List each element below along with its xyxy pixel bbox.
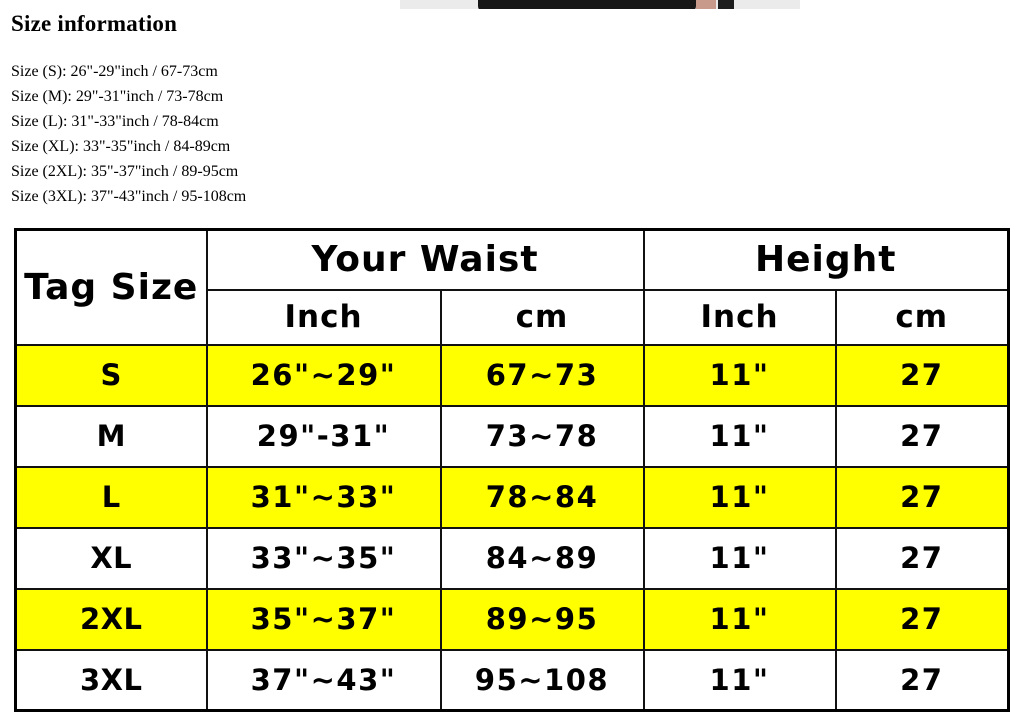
waist-cm-cell: 84~89 (441, 528, 644, 589)
col-header-waist-cm: cm (441, 290, 644, 345)
waist-cm-cell: 73~78 (441, 406, 644, 467)
pant-legs-shape (478, 0, 696, 9)
table-row-3xl (16, 650, 1009, 711)
col-header-height-inch: Inch (644, 290, 836, 345)
col-header-waist-inch: Inch (207, 290, 441, 345)
size-note-3xl: Size (3XL): 37"-43"inch / 95-108cm (11, 188, 247, 205)
tag-size-cell: 3XL (16, 650, 207, 711)
table-row-l (16, 467, 1009, 528)
height-cm-cell: 27 (836, 528, 1009, 589)
height-inch-cell: 11" (644, 406, 836, 467)
height-cm-cell: 27 (836, 589, 1009, 650)
size-note-2xl: Size (2XL): 35"-37"inch / 89-95cm (11, 163, 239, 180)
tag-size-cell: XL (16, 528, 207, 589)
waist-inch-cell: 31"~33" (207, 467, 441, 528)
height-cm-cell: 27 (836, 650, 1009, 711)
height-cm-cell: 27 (836, 345, 1009, 406)
height-inch-cell: 11" (644, 345, 836, 406)
waist-cm-cell: 67~73 (441, 345, 644, 406)
waist-inch-cell: 37"~43" (207, 650, 441, 711)
height-cm-cell: 27 (836, 467, 1009, 528)
table-row-s (16, 345, 1009, 406)
table-row-m (16, 406, 1009, 467)
size-notes (11, 59, 531, 209)
page-title: Size information (11, 11, 178, 36)
waist-cm-cell: 89~95 (441, 589, 644, 650)
table-row-2xl (16, 589, 1009, 650)
size-note-xl: Size (XL): 33"-35"inch / 84-89cm (11, 138, 231, 155)
col-header-height: Height (644, 230, 1009, 290)
col-header-tag-size: Tag Size (16, 230, 207, 345)
col-header-your-waist: Your Waist (207, 230, 644, 290)
waist-inch-cell: 33"~35" (207, 528, 441, 589)
waist-inch-cell: 35"~37" (207, 589, 441, 650)
table-row-xl (16, 528, 1009, 589)
size-chart-table (14, 228, 1010, 712)
tag-size-cell: M (16, 406, 207, 467)
waist-cm-cell: 95~108 (441, 650, 644, 711)
waist-cm-cell: 78~84 (441, 467, 644, 528)
product-photo-fragment (400, 0, 800, 9)
height-inch-cell: 11" (644, 589, 836, 650)
height-inch-cell: 11" (644, 650, 836, 711)
height-inch-cell: 11" (644, 467, 836, 528)
height-inch-cell: 11" (644, 528, 836, 589)
waist-inch-cell: 26"~29" (207, 345, 441, 406)
height-cm-cell: 27 (836, 406, 1009, 467)
tag-size-cell: S (16, 345, 207, 406)
tag-size-cell: 2XL (16, 589, 207, 650)
sleeve-shape (718, 0, 734, 9)
tag-size-cell: L (16, 467, 207, 528)
hand-shape (696, 0, 716, 9)
size-note-s: Size (S): 26"-29"inch / 67-73cm (11, 63, 218, 80)
size-note-l: Size (L): 31"-33"inch / 78-84cm (11, 113, 219, 130)
waist-inch-cell: 29"-31" (207, 406, 441, 467)
col-header-height-cm: cm (836, 290, 1009, 345)
size-note-m: Size (M): 29"-31"inch / 73-78cm (11, 88, 224, 105)
